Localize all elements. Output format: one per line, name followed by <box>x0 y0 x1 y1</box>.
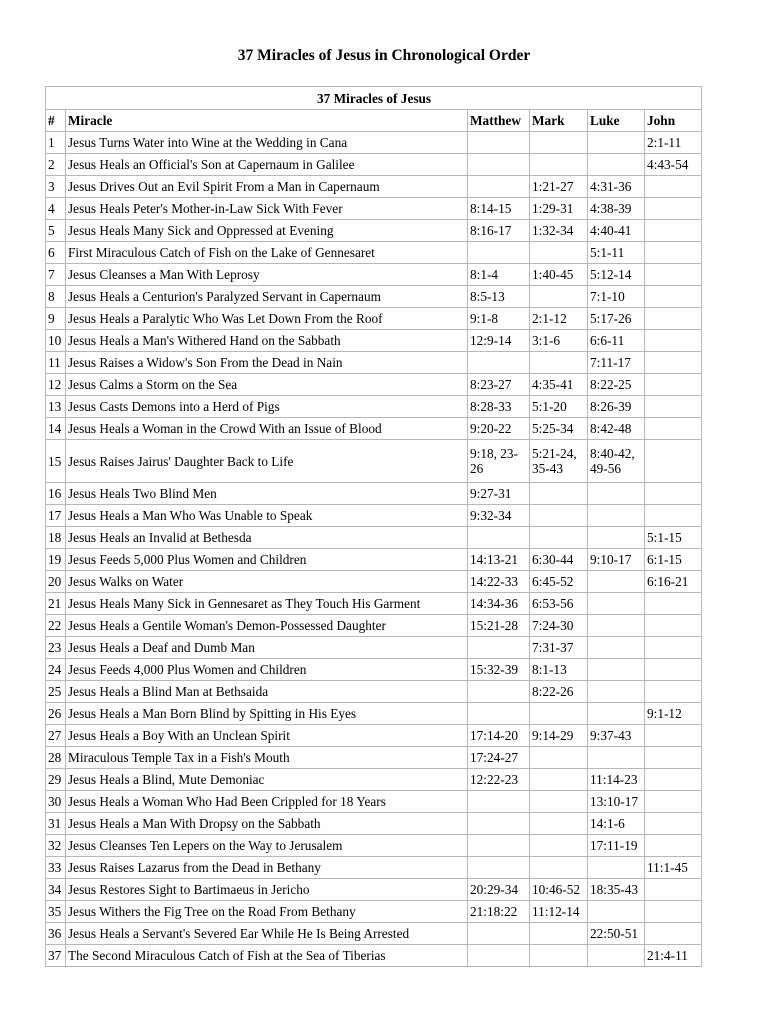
cell-number: 35 <box>46 901 66 923</box>
header-mark: Mark <box>530 110 588 132</box>
table-row <box>46 396 702 418</box>
table-row <box>46 703 702 725</box>
cell-john <box>645 242 702 264</box>
cell-number: 9 <box>46 308 66 330</box>
table-row <box>46 264 702 286</box>
cell-matthew: 20:29-34 <box>468 879 530 901</box>
cell-miracle: Jesus Heals a Servant's Severed Ear While He Is Being Arrested <box>66 923 468 945</box>
cell-john: 4:43-54 <box>645 154 702 176</box>
table-row <box>46 879 702 901</box>
cell-matthew <box>468 154 530 176</box>
cell-number: 13 <box>46 396 66 418</box>
header-john: John <box>645 110 702 132</box>
table-row <box>46 154 702 176</box>
cell-miracle: Jesus Casts Demons into a Herd of Pigs <box>66 396 468 418</box>
table-row <box>46 681 702 703</box>
cell-matthew <box>468 681 530 703</box>
cell-luke: 9:10-17 <box>588 549 645 571</box>
cell-john <box>645 901 702 923</box>
cell-mark: 6:30-44 <box>530 549 588 571</box>
cell-mark <box>530 703 588 725</box>
cell-luke <box>588 637 645 659</box>
table-row <box>46 198 702 220</box>
document-title: 37 Miracles of Jesus in Chronological Order <box>237 47 531 64</box>
cell-number: 23 <box>46 637 66 659</box>
table-row <box>46 286 702 308</box>
cell-luke <box>588 747 645 769</box>
cell-miracle: Jesus Heals Peter's Mother-in-Law Sick With Fever <box>66 198 468 220</box>
cell-matthew: 8:1-4 <box>468 264 530 286</box>
cell-john <box>645 352 702 374</box>
header-miracle: Miracle <box>66 110 468 132</box>
cell-number: 26 <box>46 703 66 725</box>
table-row <box>46 945 702 967</box>
table-body <box>46 132 702 967</box>
cell-number: 17 <box>46 505 66 527</box>
table-row <box>46 308 702 330</box>
cell-luke <box>588 527 645 549</box>
cell-matthew: 9:20-22 <box>468 418 530 440</box>
cell-mark <box>530 835 588 857</box>
cell-miracle: Jesus Walks on Water <box>66 571 468 593</box>
cell-luke: 5:12-14 <box>588 264 645 286</box>
table-row <box>46 637 702 659</box>
cell-luke: 6:6-11 <box>588 330 645 352</box>
cell-luke <box>588 659 645 681</box>
cell-miracle: Jesus Feeds 4,000 Plus Women and Children <box>66 659 468 681</box>
table-row <box>46 132 702 154</box>
cell-number: 3 <box>46 176 66 198</box>
cell-mark: 10:46-52 <box>530 879 588 901</box>
cell-luke <box>588 703 645 725</box>
cell-luke: 14:1-6 <box>588 813 645 835</box>
cell-mark: 6:53-56 <box>530 593 588 615</box>
cell-luke <box>588 154 645 176</box>
table-row <box>46 791 702 813</box>
cell-mark <box>530 483 588 505</box>
cell-john <box>645 396 702 418</box>
cell-luke: 22:50-51 <box>588 923 645 945</box>
cell-matthew <box>468 242 530 264</box>
table-row <box>46 769 702 791</box>
cell-mark <box>530 857 588 879</box>
table-caption: 37 Miracles of Jesus <box>46 87 702 110</box>
cell-john <box>645 374 702 396</box>
cell-john <box>645 835 702 857</box>
cell-number: 21 <box>46 593 66 615</box>
table-row <box>46 242 702 264</box>
cell-matthew: 17:14-20 <box>468 725 530 747</box>
cell-john <box>645 769 702 791</box>
table-row <box>46 571 702 593</box>
table-row <box>46 747 702 769</box>
cell-miracle: Jesus Heals Many Sick and Oppressed at Evening <box>66 220 468 242</box>
cell-luke <box>588 505 645 527</box>
cell-mark <box>530 286 588 308</box>
cell-matthew: 9:27-31 <box>468 483 530 505</box>
cell-john <box>645 681 702 703</box>
cell-matthew <box>468 813 530 835</box>
cell-john <box>645 637 702 659</box>
cell-mark: 8:22-26 <box>530 681 588 703</box>
cell-john <box>645 615 702 637</box>
cell-john: 5:1-15 <box>645 527 702 549</box>
cell-luke: 4:31-36 <box>588 176 645 198</box>
cell-john <box>645 725 702 747</box>
table-row <box>46 352 702 374</box>
cell-number: 37 <box>46 945 66 967</box>
cell-mark: 3:1-6 <box>530 330 588 352</box>
cell-mark: 11:12-14 <box>530 901 588 923</box>
table-row <box>46 901 702 923</box>
cell-matthew <box>468 527 530 549</box>
cell-miracle: Jesus Heals a Deaf and Dumb Man <box>66 637 468 659</box>
cell-number: 12 <box>46 374 66 396</box>
cell-mark <box>530 945 588 967</box>
cell-john <box>645 286 702 308</box>
cell-john <box>645 308 702 330</box>
cell-number: 14 <box>46 418 66 440</box>
cell-mark: 5:1-20 <box>530 396 588 418</box>
table-row <box>46 593 702 615</box>
cell-mark <box>530 923 588 945</box>
cell-number: 34 <box>46 879 66 901</box>
cell-number: 32 <box>46 835 66 857</box>
cell-miracle: The Second Miraculous Catch of Fish at the Sea of Tiberias <box>66 945 468 967</box>
cell-mark: 2:1-12 <box>530 308 588 330</box>
cell-miracle: Jesus Cleanses a Man With Leprosy <box>66 264 468 286</box>
cell-john: 21:4-11 <box>645 945 702 967</box>
table-row <box>46 549 702 571</box>
cell-luke: 17:11-19 <box>588 835 645 857</box>
cell-number: 33 <box>46 857 66 879</box>
cell-luke: 7:1-10 <box>588 286 645 308</box>
table-row <box>46 813 702 835</box>
cell-matthew <box>468 176 530 198</box>
cell-miracle: Jesus Heals a Man's Withered Hand on the Sabbath <box>66 330 468 352</box>
cell-luke <box>588 132 645 154</box>
cell-matthew <box>468 835 530 857</box>
table-row <box>46 857 702 879</box>
cell-john <box>645 418 702 440</box>
header-number: # <box>46 110 66 132</box>
cell-john: 2:1-11 <box>645 132 702 154</box>
cell-mark <box>530 154 588 176</box>
table-row <box>46 483 702 505</box>
cell-john: 9:1-12 <box>645 703 702 725</box>
cell-number: 31 <box>46 813 66 835</box>
cell-luke: 9:37-43 <box>588 725 645 747</box>
cell-number: 28 <box>46 747 66 769</box>
cell-john <box>645 220 702 242</box>
cell-matthew <box>468 857 530 879</box>
cell-mark: 6:45-52 <box>530 571 588 593</box>
cell-matthew <box>468 945 530 967</box>
cell-matthew <box>468 132 530 154</box>
table-row <box>46 835 702 857</box>
cell-number: 19 <box>46 549 66 571</box>
cell-mark <box>530 747 588 769</box>
cell-luke: 5:1-11 <box>588 242 645 264</box>
cell-number: 22 <box>46 615 66 637</box>
cell-luke <box>588 593 645 615</box>
header-luke: Luke <box>588 110 645 132</box>
cell-john <box>645 593 702 615</box>
miracles-table <box>45 86 702 967</box>
cell-number: 18 <box>46 527 66 549</box>
cell-luke: 8:42-48 <box>588 418 645 440</box>
cell-matthew: 14:22-33 <box>468 571 530 593</box>
cell-number: 8 <box>46 286 66 308</box>
cell-miracle: Jesus Raises Jairus' Daughter Back to Life <box>66 440 468 483</box>
table-row <box>46 725 702 747</box>
cell-matthew: 14:34-36 <box>468 593 530 615</box>
cell-john <box>645 879 702 901</box>
cell-mark: 9:14-29 <box>530 725 588 747</box>
cell-matthew: 8:28-33 <box>468 396 530 418</box>
cell-miracle: Jesus Feeds 5,000 Plus Women and Children <box>66 549 468 571</box>
cell-mark: 7:24-30 <box>530 615 588 637</box>
cell-mark: 1:40-45 <box>530 264 588 286</box>
cell-number: 27 <box>46 725 66 747</box>
cell-miracle: Jesus Cleanses Ten Lepers on the Way to Jerusalem <box>66 835 468 857</box>
table-header-row <box>46 110 702 132</box>
cell-miracle: Jesus Heals Two Blind Men <box>66 483 468 505</box>
cell-miracle: Jesus Heals a Paralytic Who Was Let Down From the Roof <box>66 308 468 330</box>
cell-miracle: Jesus Heals a Blind, Mute Demoniac <box>66 769 468 791</box>
cell-mark <box>530 527 588 549</box>
cell-luke: 4:40-41 <box>588 220 645 242</box>
cell-matthew: 21:18:22 <box>468 901 530 923</box>
cell-mark: 1:29-31 <box>530 198 588 220</box>
cell-miracle: Miraculous Temple Tax in a Fish's Mouth <box>66 747 468 769</box>
cell-luke: 8:26-39 <box>588 396 645 418</box>
cell-mark: 8:1-13 <box>530 659 588 681</box>
table-row <box>46 505 702 527</box>
cell-number: 25 <box>46 681 66 703</box>
cell-number: 20 <box>46 571 66 593</box>
table-row <box>46 440 702 483</box>
cell-matthew: 8:14-15 <box>468 198 530 220</box>
cell-mark: 1:21-27 <box>530 176 588 198</box>
cell-john <box>645 330 702 352</box>
cell-luke <box>588 945 645 967</box>
cell-luke: 4:38-39 <box>588 198 645 220</box>
cell-john <box>645 440 702 483</box>
cell-number: 36 <box>46 923 66 945</box>
table-row <box>46 330 702 352</box>
cell-miracle: Jesus Heals Many Sick in Gennesaret as They Touch His Garment <box>66 593 468 615</box>
cell-miracle: Jesus Heals a Woman in the Crowd With an Issue of Blood <box>66 418 468 440</box>
table-row <box>46 923 702 945</box>
table-row <box>46 659 702 681</box>
cell-luke <box>588 571 645 593</box>
cell-miracle: Jesus Heals a Man Who Was Unable to Speak <box>66 505 468 527</box>
cell-number: 16 <box>46 483 66 505</box>
cell-luke <box>588 681 645 703</box>
cell-luke: 8:22-25 <box>588 374 645 396</box>
cell-mark: 1:32-34 <box>530 220 588 242</box>
cell-matthew: 8:16-17 <box>468 220 530 242</box>
cell-john <box>645 505 702 527</box>
cell-luke <box>588 483 645 505</box>
cell-number: 29 <box>46 769 66 791</box>
cell-number: 10 <box>46 330 66 352</box>
cell-miracle: Jesus Heals a Gentile Woman's Demon-Possessed Daughter <box>66 615 468 637</box>
header-matthew: Matthew <box>468 110 530 132</box>
table-row <box>46 176 702 198</box>
cell-matthew: 12:22-23 <box>468 769 530 791</box>
cell-luke: 11:14-23 <box>588 769 645 791</box>
cell-miracle: Jesus Restores Sight to Bartimaeus in Jericho <box>66 879 468 901</box>
cell-miracle: Jesus Heals a Woman Who Had Been Crippled for 18 Years <box>66 791 468 813</box>
table-row <box>46 220 702 242</box>
cell-mark <box>530 352 588 374</box>
cell-john <box>645 264 702 286</box>
cell-mark <box>530 242 588 264</box>
cell-john <box>645 813 702 835</box>
cell-matthew <box>468 703 530 725</box>
cell-number: 11 <box>46 352 66 374</box>
cell-miracle: Jesus Heals a Boy With an Unclean Spirit <box>66 725 468 747</box>
cell-miracle: First Miraculous Catch of Fish on the Lake of Gennesaret <box>66 242 468 264</box>
cell-luke <box>588 857 645 879</box>
table-row <box>46 615 702 637</box>
cell-miracle: Jesus Raises Lazarus from the Dead in Bethany <box>66 857 468 879</box>
cell-miracle: Jesus Heals a Centurion's Paralyzed Servant in Capernaum <box>66 286 468 308</box>
cell-matthew <box>468 923 530 945</box>
table-row <box>46 418 702 440</box>
cell-mark: 5:25-34 <box>530 418 588 440</box>
cell-miracle: Jesus Heals a Blind Man at Bethsaida <box>66 681 468 703</box>
cell-number: 2 <box>46 154 66 176</box>
cell-miracle: Jesus Heals an Invalid at Bethesda <box>66 527 468 549</box>
cell-luke: 7:11-17 <box>588 352 645 374</box>
cell-john <box>645 176 702 198</box>
cell-number: 4 <box>46 198 66 220</box>
cell-matthew <box>468 637 530 659</box>
cell-miracle: Jesus Calms a Storm on the Sea <box>66 374 468 396</box>
cell-john <box>645 198 702 220</box>
cell-miracle: Jesus Heals a Man With Dropsy on the Sabbath <box>66 813 468 835</box>
cell-miracle: Jesus Withers the Fig Tree on the Road From Bethany <box>66 901 468 923</box>
cell-number: 1 <box>46 132 66 154</box>
cell-mark <box>530 813 588 835</box>
cell-john: 6:1-15 <box>645 549 702 571</box>
cell-mark: 4:35-41 <box>530 374 588 396</box>
cell-number: 7 <box>46 264 66 286</box>
cell-mark: 7:31-37 <box>530 637 588 659</box>
cell-luke <box>588 615 645 637</box>
table-row <box>46 527 702 549</box>
cell-miracle: Jesus Heals an Official's Son at Capernaum in Galilee <box>66 154 468 176</box>
cell-number: 30 <box>46 791 66 813</box>
cell-mark <box>530 132 588 154</box>
cell-john <box>645 483 702 505</box>
cell-luke <box>588 901 645 923</box>
cell-mark: 5:21-24, 35-43 <box>530 440 588 483</box>
cell-luke: 13:10-17 <box>588 791 645 813</box>
cell-matthew: 12:9-14 <box>468 330 530 352</box>
cell-matthew: 9:32-34 <box>468 505 530 527</box>
cell-luke: 5:17-26 <box>588 308 645 330</box>
cell-miracle: Jesus Raises a Widow's Son From the Dead in Nain <box>66 352 468 374</box>
cell-miracle: Jesus Drives Out an Evil Spirit From a Man in Capernaum <box>66 176 468 198</box>
cell-matthew: 9:1-8 <box>468 308 530 330</box>
cell-luke: 8:40-42, 49-56 <box>588 440 645 483</box>
cell-miracle: Jesus Heals a Man Born Blind by Spitting in His Eyes <box>66 703 468 725</box>
cell-matthew: 14:13-21 <box>468 549 530 571</box>
cell-miracle: Jesus Turns Water into Wine at the Wedding in Cana <box>66 132 468 154</box>
table-row <box>46 374 702 396</box>
cell-john <box>645 791 702 813</box>
cell-john: 11:1-45 <box>645 857 702 879</box>
cell-matthew <box>468 352 530 374</box>
cell-john <box>645 747 702 769</box>
cell-matthew: 15:32-39 <box>468 659 530 681</box>
cell-luke: 18:35-43 <box>588 879 645 901</box>
cell-john: 6:16-21 <box>645 571 702 593</box>
cell-matthew: 17:24-27 <box>468 747 530 769</box>
cell-matthew: 15:21-28 <box>468 615 530 637</box>
cell-number: 15 <box>46 440 66 483</box>
cell-number: 6 <box>46 242 66 264</box>
cell-mark <box>530 505 588 527</box>
cell-john <box>645 923 702 945</box>
cell-mark <box>530 791 588 813</box>
cell-matthew: 8:5-13 <box>468 286 530 308</box>
cell-mark <box>530 769 588 791</box>
cell-matthew <box>468 791 530 813</box>
cell-john <box>645 659 702 681</box>
cell-number: 5 <box>46 220 66 242</box>
cell-number: 24 <box>46 659 66 681</box>
cell-matthew: 8:23-27 <box>468 374 530 396</box>
cell-matthew: 9:18, 23-26 <box>468 440 530 483</box>
